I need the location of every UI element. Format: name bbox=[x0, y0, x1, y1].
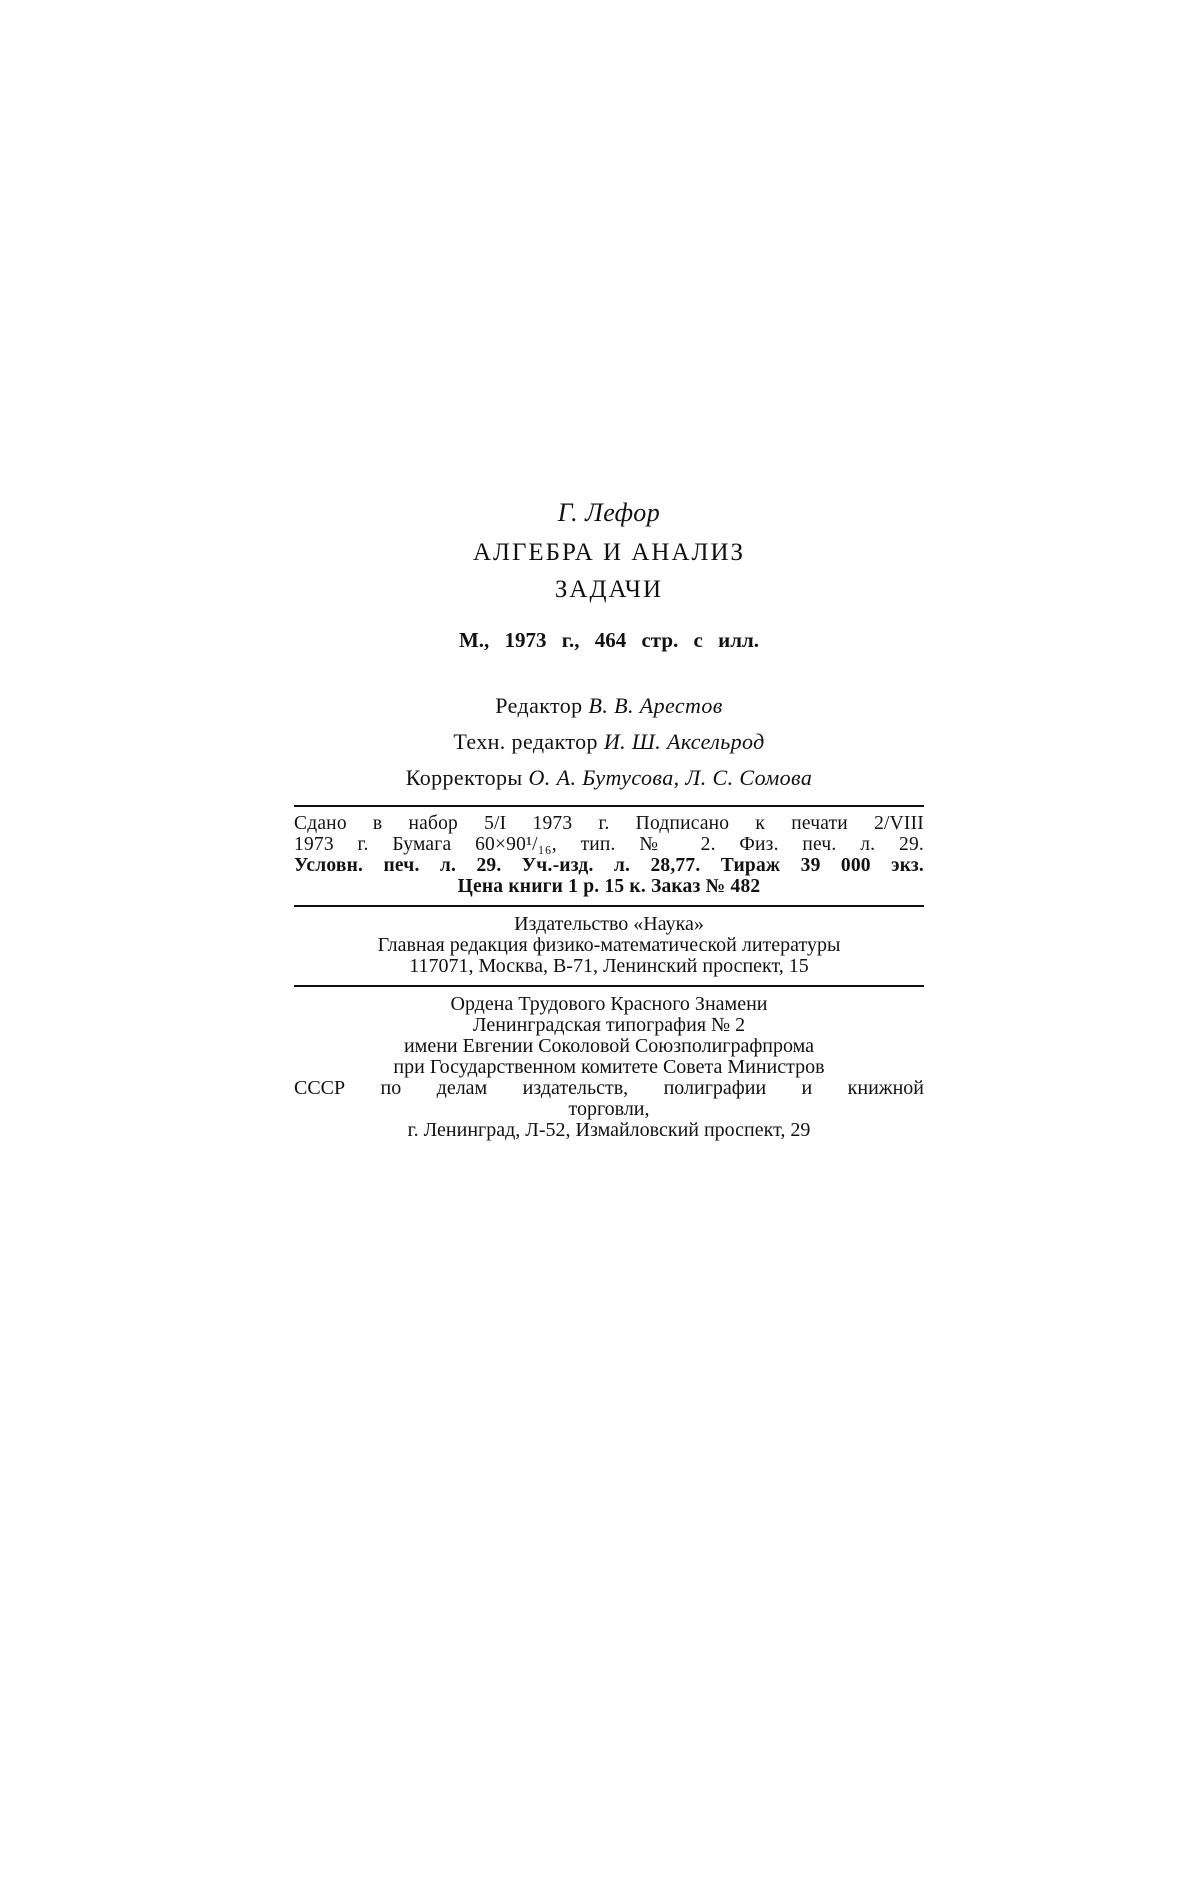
print-details-line: Цена книги 1 р. 15 к. Заказ № 482 bbox=[457, 876, 761, 897]
publisher-line: Главная редакция физико-математической литературы bbox=[377, 934, 841, 956]
publisher-line: 117071, Москва, В-71, Ленинский проспект, 15 bbox=[409, 955, 809, 977]
printer-line: имени Евгении Соколовой Союзполиграфпрома bbox=[403, 1035, 815, 1057]
printer-line: Ленинградская типография № 2 bbox=[472, 1014, 746, 1036]
proofreaders-credit bbox=[294, 767, 924, 789]
author-name: Г. Лефор bbox=[557, 498, 661, 527]
book-subtitle: ЗАДАЧИ bbox=[554, 576, 664, 603]
printer-line: СССР по делам издательств, полиграфии и книжной bbox=[294, 1077, 924, 1099]
editor-credit bbox=[294, 695, 924, 717]
tech-editor-name: И. Ш. Аксельрод bbox=[603, 729, 765, 754]
publisher-block bbox=[294, 907, 924, 985]
printer-line: Ордена Трудового Красного Знамени bbox=[450, 993, 768, 1015]
editor-label: Редактор bbox=[495, 693, 583, 718]
print-details-line: Условн. печ. л. 29. Уч.-изд. л. 28,77. Тираж 39 000 экз. bbox=[294, 855, 924, 876]
printer-line: г. Ленинград, Л-52, Измайловский проспект, 29 bbox=[407, 1119, 811, 1141]
tech-editor-label: Техн. редактор bbox=[453, 729, 598, 754]
print-details-line: 1973 г. Бумага 60×90¹/₁₆, тип. № 2. Физ. печ. л. 29. bbox=[294, 834, 924, 855]
tech-editor-credit bbox=[294, 731, 924, 753]
editor-name: В. В. Арестов bbox=[588, 693, 723, 718]
publication-info: М., 1973 г., 464 стр. с илл. bbox=[458, 628, 760, 652]
printer-block bbox=[294, 987, 924, 1149]
proofreaders-names: О. А. Бутусова, Л. С. Сомова bbox=[528, 765, 813, 790]
proofreaders-label: Корректоры bbox=[405, 765, 523, 790]
printer-line: при Государственном комитете Совета Министров bbox=[393, 1056, 825, 1078]
print-details-line: Сдано в набор 5/I 1973 г. Подписано к печати 2/VIII bbox=[294, 813, 924, 834]
printer-line: торговли, bbox=[568, 1098, 650, 1120]
print-details bbox=[294, 807, 924, 905]
publisher-line: Издательство «Наука» bbox=[514, 913, 704, 935]
book-title: АЛГЕБРА И АНАЛИЗ bbox=[472, 539, 746, 566]
imprint-block bbox=[294, 500, 924, 1149]
